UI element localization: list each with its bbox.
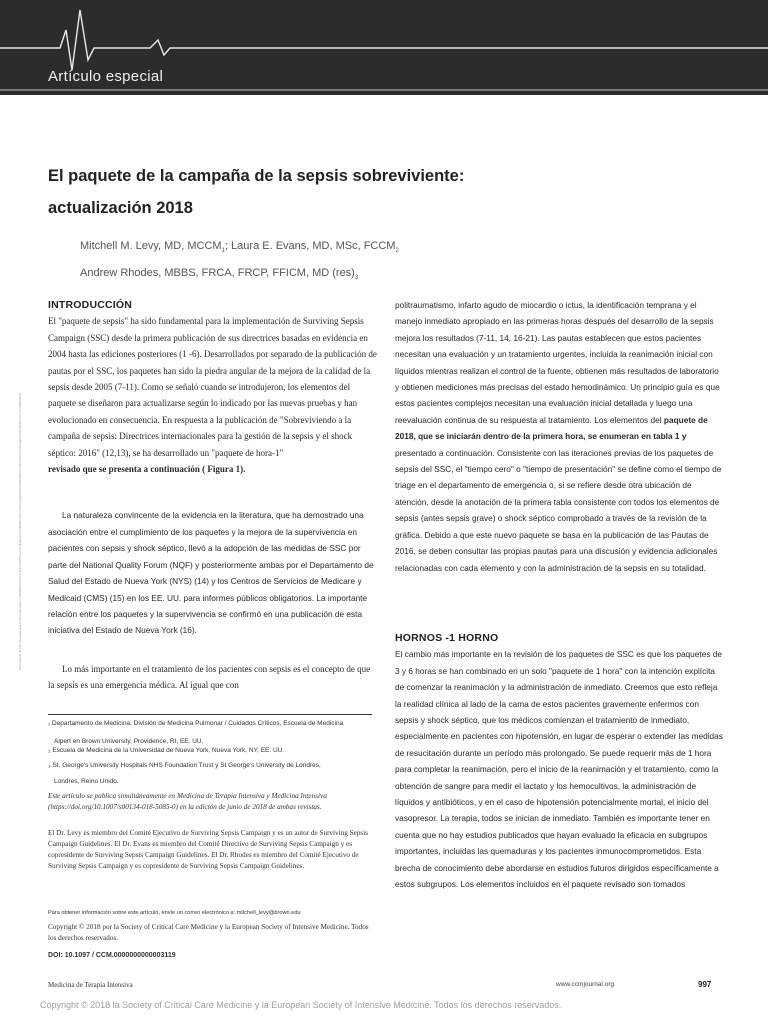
author-line-1 [80, 235, 700, 262]
footnote-divider [48, 714, 372, 715]
footnote-affil-1b: Alpert en Brown University, Providence, RI, EE. UU. [54, 738, 204, 745]
author-line-2 [80, 262, 700, 289]
affil-mark-3: 3 [354, 275, 359, 282]
right-column [395, 297, 723, 892]
intro-paragraph-1 [48, 313, 378, 477]
affil-mark-1: 1 [221, 248, 225, 255]
left-column [48, 297, 378, 694]
intro-paragraph-2: La naturaleza convincente de la evidencia en la literatura, que ha demostrado una asociación entre el cumplimiento de los paquetes y la mejora de la supervivencia en pacientes con sepsis y shock séptico, llevó a la adopción de las medidas de SSC por parte del National Quality Forum (NQF) y posteriormente ambas por el Departamento de Salud del Estado de Nueva York (NYS) (14) y los Centros de Servicios de Medicare y Medicaid (CMS) (15) en los EE. UU. para informes públicos obligatorios. La importante relación entre los paquetes y la supervivencia se confirmó en una publicación de esta iniciativa del Estado de Nueva York (16). [48, 510, 374, 636]
footnote-affil-3: ₃ St. George's University Hospitals NHS Foundation Trust y St George's University de Londres, [48, 762, 321, 769]
section-label: Artículo especial [48, 68, 164, 85]
intro-p1-text: El "paquete de sepsis" ha sido fundamental para la implementación de Surviving Sepsis Campaign (SSC) desde la primera publicación de sus directrices basadas en evidencia en 2004 hasta las ediciones posteriores (1 -6). Desarrollados por separado de la publicación de pautas por el SSC, los paquetes han sido la piedra angular de la mejora de la calidad de la sepsis desde 2005 (7-11). Como se señaló cuando se introdujeron, los elementos del paquete se diseñaron para actualizarse según lo indicado por las nuevas pruebas y han evolucionado en consecuencia. En respuesta a la publicación de "Sobreviviendo a la campaña de sepsis: Directrices internacionales para la gestión de la sepsis y el shock séptico: 2016" (12,13), se ha desarrollado un "paquete de hora-1" [48, 316, 377, 458]
article-title [48, 160, 688, 224]
right-p1-bold: paquete de 2018, que se iniciarán dentro de la primera hora, se enumeran en tabla 1 y [395, 414, 708, 442]
page-number: 997 [698, 980, 712, 989]
article-title-line-2: actualización 2018 [48, 199, 193, 217]
author-list [80, 235, 700, 289]
conflict-of-interest-note: El Dr. Levy es miembro del Comité Ejecutivo de Surviving Sepsis Campaign y es un autor de Surviving Sepsis Campaign Guidelines. El Dr. Evans es miembro del Comité Directivo de Surviving Sepsis Campaign y es copresidente de Surviving Sepsis Campaign Guidelines. El Dr. Rhodes es miembro del Comité Ejecutivo de Surviving Sepsis Campaign y es copresidente de Surviving Sepsis Campaign Guidelines. [48, 829, 369, 870]
journal-header-banner [0, 0, 768, 95]
copyright-footer-bar: Copyright © 2018 la Society of Critical Care Medicine y la European Society of Intensive Medicine. Todos los derechos reservados. [40, 1000, 562, 1010]
author-levy: Mitchell M. Levy, MD, MCCM [80, 240, 222, 252]
footnote-affil-1: ₁ Departamento de Medicina, División de Medicina Pulmonar / Cuidados Críticos, Escuela de Medicina [48, 720, 344, 727]
doi-note: DOI: 10.1097 / CCM.0000000000003119 [48, 952, 176, 959]
copyright-note: Copyright © 2018 por la Society of Critical Care Medicine y la European Society of Intensive Medicine. Todos los derechos reservados. [48, 923, 369, 942]
affil-mark-2: 2 [395, 248, 399, 255]
intro-heading: INTRODUCCIÓN [48, 299, 133, 311]
right-p1b: presentado a continuación. Consistente con las iteraciones previas de los paquetes de sepsis del SSC, el "tiempo cero" o "tiempo de presentación" se define como el tiempo de triage en el departamento de emergencia o, si se refiere desde otra ubicación de atención, desde la anotación de la primera tabla consistente con todos los elementos de sepsis (antes sepsis grave) o shock séptico comprobado a través de la revisión de la gráfica. Debido a que este nuevo paquete se basa en la publicación de las Pautas de 2016, se deben consultar las propias pautas para una discusión y evidencia adicionales relacionadas con cada elemento y con la administración de la sepsis en su totalidad. [395, 447, 722, 573]
right-paragraph-1 [395, 297, 723, 576]
author-rhodes: Andrew Rhodes, MBBS, FRCA, FRCP, FFICM, MD (res) [80, 267, 355, 280]
footer-journal: Medicina de Terapia Intensiva [48, 981, 133, 989]
footer-url-link[interactable]: www.ccmjournal.org [556, 981, 615, 988]
intro-p1-bold: revisado que se presenta a continuación ( Figura 1). [48, 464, 246, 475]
simultaneous-publication-note: Este artículo se publica simultáneamente en Medicina de Terapia Intensiva y Medicina Intensiva (https://doi.org/10.1007/s00134-018-5085-0) en la edición de junio de 2018 de ambas revistas. [48, 792, 327, 811]
footnote-affil-3b: Londres, Reino Unido. [54, 778, 119, 785]
right-paragraph-2: El cambio más importante en la revisión de los paquetes de SSC es que los paquetes de 3 y 6 horas se han combinado en un solo "paquete de 1 hora" con la intención explícita de comenzar la reanimación y la administración de inmediato. Creemos que esto refleja la realidad clínica al lado de la cama de estos pacientes gravemente enfermos con sepsis y shock séptico, que los médicos comienzan el tratamiento de inmediato, especialmente en pacientes con hipotensión, en lugar de esperar o extender las medidas de resucitación durante un período más prolongado. Se puede requerir más de 1 hora para completar la reanimación, pero el inicio de la reanimación y el tratamiento, como la obtención de sangre para medir el lactato y los hemocultivos, la administración de líquidos y antibióticos, y en el caso de hipotensión potencialmente mortal, el inicio del vasopresor. La terapia, todos se inician de inmediato. También es importante tener en cuenta que no hay estudios publicados que hayan evaluado la eficacia en subgrupos importantes, incluidas las quemaduras y los pacientes inmunocomprometidos. Esta brecha de conocimiento debe abordarse en estudios futuros dirigidos específicamente a estos subgrupos. Los elementos incluidos en el paquete revisado son tomados [395, 649, 723, 889]
contact-note: Para obtener información sobre este artículo, envíe un correo electrónico a: mitchell_levy@brown.edu [48, 910, 301, 916]
download-side-note: Descargado de http://journals.lww.com/ccmjournal por BhDMf5ePHKav1zEoum1tQfN4a+kJLhEZgbsIHo4XMi0hCywCX1AWnYQp/IlQrHD3i3D0OdRyi7TvSFl4Cf3VC1y0abggQZXdtwnfKZBYtws= el 24/09/2018 [18, 393, 22, 670]
bundle-heading: HORNOS -1 HORNO [395, 631, 499, 644]
article-title-line-1: El paquete de la campaña de la sepsis sobreviviente: [48, 167, 465, 185]
intro-paragraph-3: Lo más importante en el tratamiento de los pacientes con sepsis es el concepto de que la sepsis es una emergencia médica. Al igual que con [48, 663, 371, 691]
right-p1a: politraumatismo, infarto agudo de miocardio o ictus, la identificación temprana y el manejo inmediato apropiado en las primeras horas después del desarrollo de la sepsis mejora los resultados (7-11, 14, 16-21). Las pautas establecen que estos pacientes necesitan una evaluación y un tratamiento urgentes, incluida la reanimación inicial con líquidos mientras realizan el control de la fuente, obtienen más resultados de laboratorio y obtienen mediciones más precisas del estado hemodinámico. Un principio guía es que estos pacientes complejos necesitan una evaluación inicial detallada y luego una reevaluación continua de su respuesta al tratamiento. Los elementos del [395, 300, 720, 425]
footnote-affil-2: ₂ Escuela de Medicina de la Universidad de Nueva York, Nueva York, NY, EE. UU. [48, 747, 285, 754]
author-evans: ; Laura E. Evans, MD, MSc, FCCM [224, 240, 396, 252]
